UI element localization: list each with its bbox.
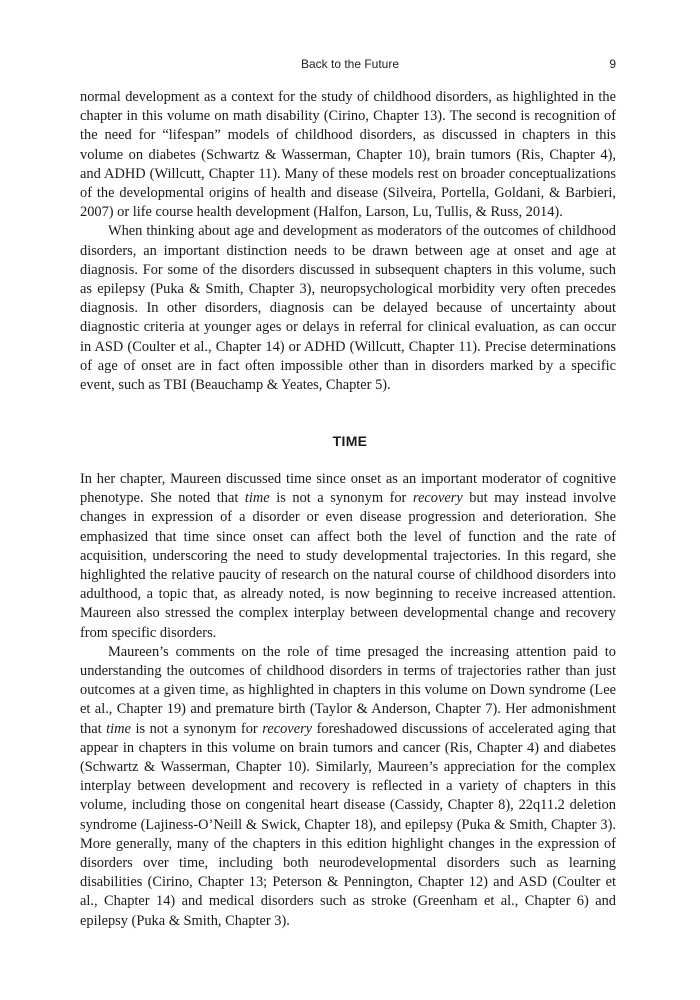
paragraph-age-development: When thinking about age and development as moderators of the outcomes of childhood disorders, an important distinction needs to be drawn between age at onset and age at diagnosis. For some of the disorders discussed in subsequent chapters in this volume, such as epilepsy (Puka & Smith, Chapter 3), neuropsychological morbidity very often precedes diagnosis. In other disorders, diagnosis can be delayed because of uncertainty about diagnostic criteria at younger ages or delays in referral for clinical evaluation, as can occur in ASD (Coulter et al., Chapter 14) or ADHD (Willcutt, Chapter 11). Precise determinations of age of onset are in fact often impossible other than in disorders marked by a specific event, such as TBI (Beauchamp & Yeates, Chapter 5).: [80, 223, 616, 394]
paragraph-continued: normal development as a context for the study of childhood disorders, as highlighted in the chapter in this volume on math disability (Cirino, Chapter 13). The second is recognition of the need for “lifespan” models of childhood disorders, as discussed in chapters in this volume on diabetes (Schwartz & Wasserman, Chapter 10), brain tumors (Ris, Chapter 4), and ADHD (Willcutt, Chapter 11). Many of these models rest on broader conceptualizations of the developmental origins of health and disease (Silveira, Portella, Goldani, & Barbieri, 2007) or life course health development (Halfon, Larson, Lu, Tullis, & Russ, 2014).: [80, 89, 616, 221]
time-section-text-block: [80, 470, 616, 931]
intro-text-block: [80, 88, 616, 395]
paragraph-time-2: Maureen’s comments on the role of time presaged the increasing attention paid to understanding the outcomes of childhood disorders in terms of trajectories rather than just outcomes at a given time, as highlighted in chapters in this volume on Down syndrome (Lee et al., Chapter 19) and premature birth (Taylor & Anderson, Chapter 7). Her admonishment that time is not a synonym for recovery foreshadowed discussions of accelerated aging that appear in chapters in this volume on brain tumors and cancer (Ris, Chapter 4) and diabetes (Schwartz & Wasserman, Chapter 10). Similarly, Maureen’s appreciation for the complex interplay between development and recovery is reflected in a variety of chapters in this volume, including those on congenital heart disease (Cassidy, Chapter 8), 22q11.2 deletion syndrome (Lajiness-O’Neill & Swick, Chapter 18), and epilepsy (Puka & Smith, Chapter 3). More generally, many of the chapters in this edition highlight changes in the expression of disorders over time, including both neurodevelopmental disorders such as learning disabilities (Cirino, Chapter 13; Peterson & Pennington, Chapter 12) and ASD (Coulter et al., Chapter 14) and medical disorders such as stroke (Greenham et al., Chapter 6) and epilepsy (Puka & Smith, Chapter 3).: [80, 643, 616, 929]
section-heading-time: TIME: [332, 433, 368, 449]
running-title: Back to the Future: [300, 57, 400, 71]
page-number: 9: [609, 57, 616, 71]
paragraph-time-1: In her chapter, Maureen discussed time since onset as an important moderator of cognitive phenotype. She noted that time is not a synonym for recovery but may instead involve changes in expression of a disorder or even disease progression and deterioration. She emphasized that time since onset can affect both the level of function and the rate of acquisition, underscoring the need to study developmental trajectories. In this regard, she highlighted the relative paucity of research on the natural course of childhood disorders into adulthood, a topic that, as already noted, is now beginning to receive increased attention. Maureen also stressed the complex interplay between developmental change and recovery from specific disorders.: [80, 471, 617, 641]
